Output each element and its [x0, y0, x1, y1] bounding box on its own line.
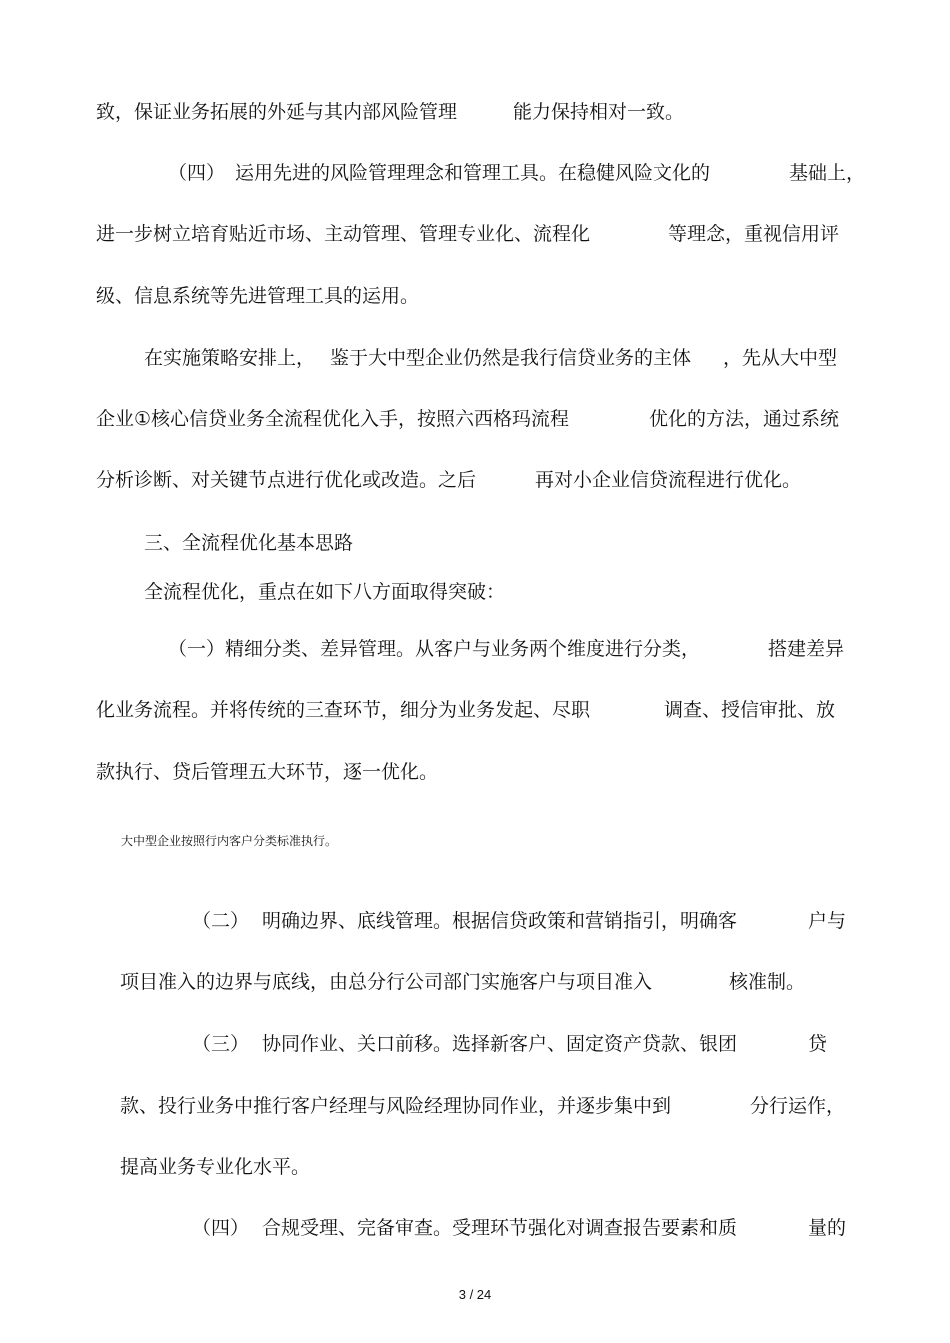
text-segment: 贷	[808, 1033, 828, 1055]
text-segment: 分析诊断、对关键节点进行优化或改造。之后	[96, 469, 477, 491]
text-segment: 明确边界、底线管理。根据信贷政策和营销指引，明确客	[262, 910, 738, 932]
text-segment: 化业务流程。并将传统的三查环节，细分为业务发起、尽职	[96, 699, 591, 721]
paragraph-line	[96, 284, 420, 332]
text-segment: （一）精细分类、差异管理。从客户与业务两个维度进行分类，	[168, 638, 701, 660]
heading-text: 三、全流程优化基本思路	[144, 532, 354, 554]
paragraph-line	[120, 970, 806, 1042]
text-segment: 基础上，	[789, 162, 866, 184]
page-number: 3 / 24	[458, 1287, 492, 1302]
text-segment: 在实施策略安排上，	[144, 347, 316, 369]
text-segment: 量的	[808, 1217, 847, 1239]
text-segment: 级、信息系统等先进管理工具的运用。	[96, 285, 420, 307]
text-segment: 全流程优化，重点在如下八方面取得突破：	[144, 581, 506, 603]
text-segment: 款、投行业务中推行客户经理与风险经理协同作业，并逐步集中到	[120, 1095, 672, 1117]
text-segment: 分行运作，	[750, 1095, 846, 1117]
text-segment: 合规受理、完备审查。受理环节强化对调查报告要素和质	[262, 1217, 738, 1239]
text-segment: 致，保证业务拓展的外延与其内部风险管理	[96, 101, 458, 123]
text-segment: 再对小企业信贷流程进行优化。	[535, 469, 802, 491]
text-segment: 优化的方法，通过系统	[649, 408, 840, 430]
text-segment: 等理念，重视信用评	[668, 223, 840, 245]
text-segment: 进一步树立培育贴近市场、主动管理、管理专业化、流程化	[96, 223, 591, 245]
text-segment: 鉴于大中型企业仍然是我行信贷业务的主体	[330, 347, 692, 369]
text-segment: ，先从大中型	[723, 347, 838, 369]
text-segment: 协同作业、关口前移。选择新客户、固定资产贷款、银团	[262, 1033, 738, 1055]
paragraph-line	[96, 468, 802, 540]
text-segment: 项目准入的边界与底线，由总分行公司部门实施客户与项目准入	[120, 971, 653, 993]
paragraph-line	[144, 580, 506, 628]
footnote: 大中型企业按照行内客户分类标准执行。	[121, 834, 338, 848]
text-segment: 户与	[808, 910, 847, 932]
paragraph-line	[96, 760, 439, 808]
section-heading	[144, 531, 354, 579]
text-segment: 运用先进的风险管理理念和管理工具。在稳健风险文化的	[235, 162, 711, 184]
text-segment: 搭建差异	[768, 638, 845, 660]
text-segment: 能力保持相对一致。	[513, 101, 685, 123]
text-segment: 提高业务专业化水平。	[120, 1156, 311, 1178]
text-segment: （二）	[192, 910, 250, 932]
text-segment: （四）	[168, 162, 226, 184]
paragraph-line	[120, 1155, 311, 1203]
text-segment: （三）	[192, 1033, 250, 1055]
text-segment: （四）	[192, 1217, 250, 1239]
text-segment: 调查、授信审批、放	[664, 699, 836, 721]
text-segment: 款执行、贷后管理五大环节，逐一优化。	[96, 761, 439, 783]
text-segment: 核准制。	[729, 971, 806, 993]
text-segment: 企业①核心信贷业务全流程优化入手，按照六西格玛流程	[96, 408, 570, 430]
